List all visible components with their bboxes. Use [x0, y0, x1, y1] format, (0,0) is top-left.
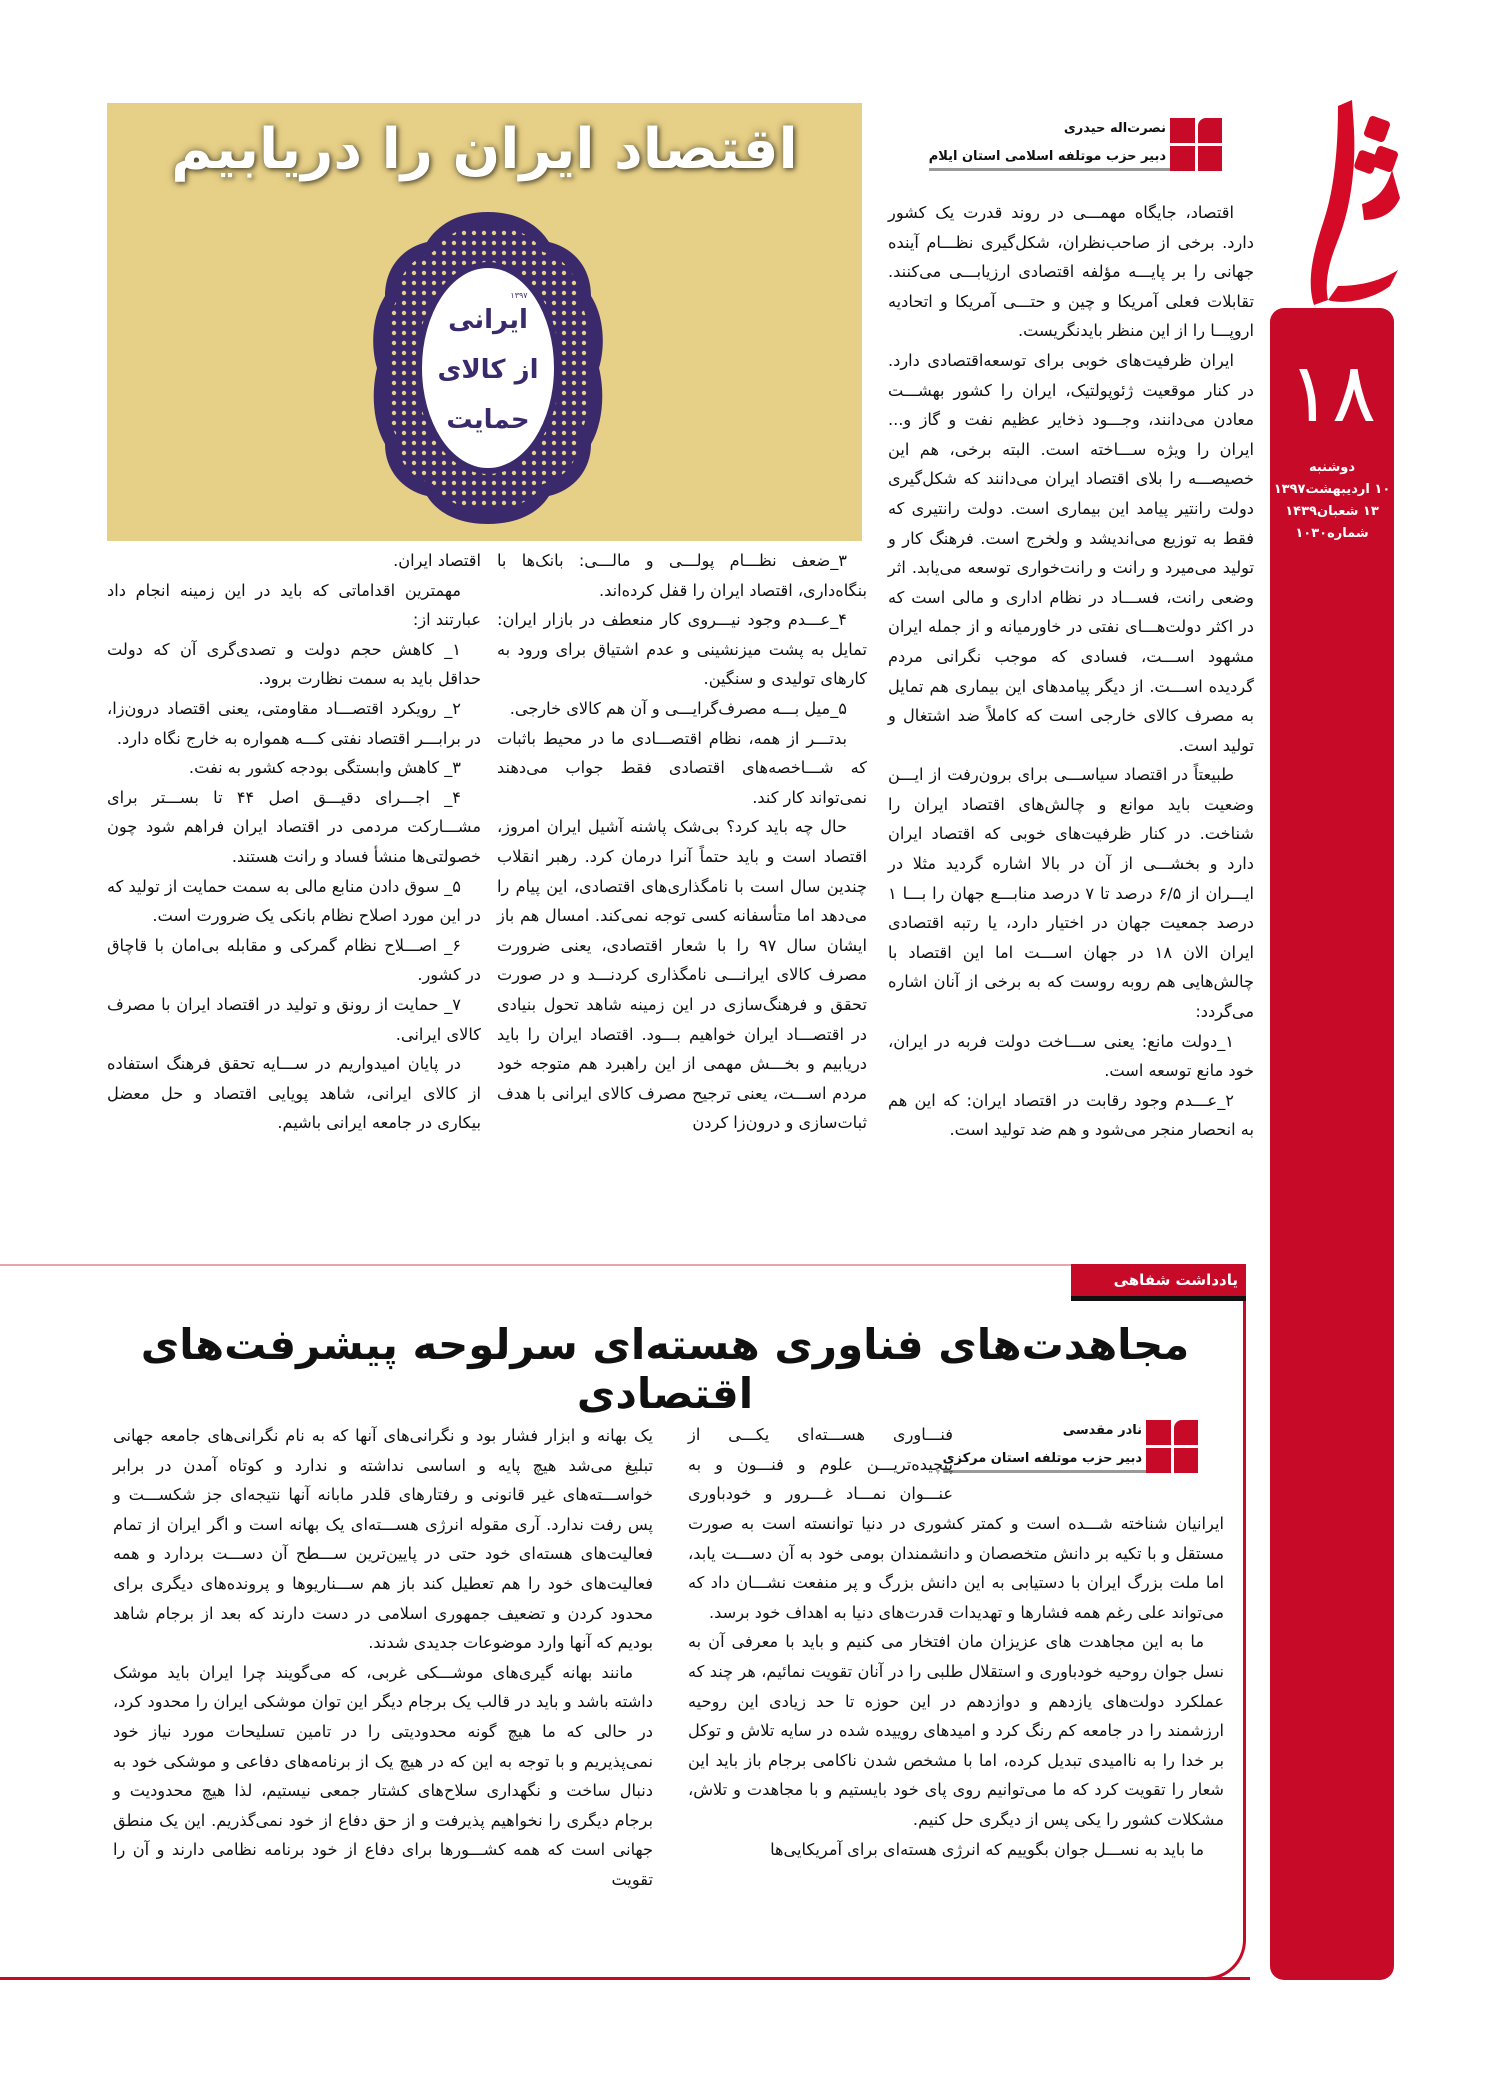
paragraph: حال چه باید کرد؟ بی‌شک پاشنه آشیل ایران امروز، اقتصاد است و باید حتماً آنرا درمان کرد. رهبر انقلاب چندین سال است با نامگذاری‌های اقتصادی، این پیام را می‌دهد اما متأسفانه کسی توجه نمی‌کند. امسال هم باز ایشان سال ۹۷ را با شعار اقتصادی، یعنی ضرورت مصرف کالای ایرانـــی نامگذاری کردنـــد و در صورت تحقق و فرهنگ‌سازی در این زمینه شاهد تحول بنیادی در اقتصـــاد ایران خواهیم بـــود. اقتصاد ایران را باید دریابیم و بخـــش مهمی از این راهبرد هم متوجه خود مردم اســـت، یعنی ترجیح مصرف کالای ایرانی با هدف ثبات‌سازی و درون‌زا کردن — [497, 817, 867, 1133]
paragraph: ۳_ کاهش وابستگی بودجه کشور به نفت. — [188, 758, 461, 778]
paragraph: ایرانیان شناخته شـــده است و کمتر کشوری در دنیا توانسته است به صورت مستقل و با تکیه بر دانش متخصصان و دانشمندان بومی خود به آن دســـت یابد، اما ملت بزرگ ایران با دستیابی به این دانش بزرگ و پر منفعت نشـــان داد که می‌تواند علی رغم همه فشارها و تهدیدات قدرت‌های دنیا به اهداف خود برسد. — [688, 1514, 1224, 1622]
paragraph: ما به این مجاهدت های عزیزان مان افتخار می کنیم و باید با معرفی آن به نسل جوان روحیه خودباوری و استقلال طلبی را در آنان تقویت نمائیم، هر چند که عملکرد دولت‌های یازدهم و دوازدهم در این حوزه تا حد زیادی این روحیه ارزشمند را در جامعه کم رنگ کرد و امیدهای روییده شده در سایه تلاش و توکل بر خدا را به ناامیدی تبدیل کرده، اما با مشخص شدن ناکامی برجام باز باید این شعار را تقویت کرد که ما می‌توانیم روی پای خود بایستیم و با مجاهدت و تلاش، مشکلات کشور را یکی پس از دیگری حل کنیم. — [688, 1632, 1224, 1829]
article1-column-3 — [107, 546, 481, 1138]
svg-text:حمایت: حمایت — [446, 405, 530, 435]
hero-image — [107, 103, 862, 541]
svg-text:۱۳۹۷: ۱۳۹۷ — [510, 291, 528, 300]
iranian-goods-emblem-icon — [369, 208, 607, 528]
paragraph: یک بهانه و ابزار فشار بود و نگرانی‌های آنها که به نام نگرانی‌های جامعه جهانی تبلیغ می‌شد هیچ پایه و اساسی نداشته و ندارد و کوتاه آمدن در برابر خواســـته‌های غیر قانونی و رفتارهای قلدر مابانه آنها نتیجه‌ای جز شکســـت و پس رفت ندارد. آری مقوله انرژی هســـته‌ای یک بهانه است و اگر ایران از تمام فعالیت‌های هسته‌ای خود حتی در پایین‌ترین ســـطح آن دســـت بردارد و همه فعالیت‌های خود را هم تعطیل کند باز هم ســـناریوها و پرونده‌های دیگری برای محدود کردن و تضعیف جمهوری اسلامی در دست دارند که بعد از برجام شاهد بودیم که آنها وارد موضوعات جدیدی شدند. — [113, 1426, 653, 1653]
paragraph: مهمترین اقداماتی که باید در این زمینه انجام داد عبارتند از: — [107, 580, 481, 630]
date-persian: ۱۰ اردیبهشت۱۳۹۷ — [1273, 482, 1391, 497]
article-title: اقتصاد ایران را دریابیم — [171, 117, 798, 182]
paragraph: ۵_ سوق دادن منابع مالی به سمت حمایت از تولید که در این مورد اصلاح نظام بانکی یک ضرورت است. — [107, 876, 481, 926]
paragraph: طبیعتاً در اقتصاد سیاســـی برای برون‌رفت از ایـــن وضعیت باید موانع و چالش‌های اقتصاد ایران را شناخت. در کنار ظرفیت‌های خوبی که اقتصاد ایران دارد و بخشـــی از آن در بالا اشاره گردید مثلا در ایـــران از ۶/۵ درصد تا ۷ درصد منابـــع جهان را بـــا ۱ درصد جمعیت جهان در اختیار دارد، یا رتبه اقتصادی ایران الان ۱۸ در جهان اســـت اما این اقتصاد با چالش‌هایی هم روبه روست که به برخی از آنان اشاره می‌گردد: — [888, 765, 1254, 1022]
paragraph: اقتصاد ایران. — [393, 551, 481, 570]
author-name: نادر مقدسی — [1062, 1423, 1142, 1438]
paragraph: بدتـــر از همه، نظام اقتصـــادی ما در محیط باثبات که شـــاخصه‌های اقتصادی فقط جواب می‌دهند نمی‌تواند کار کند. — [497, 728, 867, 807]
paragraph: ۱_ کاهش حجم دولت و تصدی‌گری آن که دولت حداقل باید به سمت نظارت برود. — [107, 639, 481, 689]
paragraph: مانند بهانه گیری‌های موشـــکی غربی، که می‌گویند چرا ایران باید موشک داشته باشد و باید در قالب یک برجام دیگر این توان موشکی ایران را محدود کرد، در حالی که ما هیچ گونه محدودیتی را در تامین تسلیحات مورد نیاز خود نمی‌پذیریم و با توجه به این که در هیچ یک از برنامه‌های دفاعی و موشکی خود به دنبال ساخت و نگهداری سلاح‌های کشتار جمعی نیستیم، لذا هیچ محدودیت و برجام دیگری را نخواهیم پذیرفت و از حق دفاع از خود نمی‌گذریم. این یک منطق جهانی است که همه کشـــورها برای دفاع از خود برنامه نظامی دارند و آن را تقویت — [113, 1662, 653, 1889]
paragraph: ۴_ اجـــرای دقیـــق اصل ۴۴ تا بســـتر برای مشـــارکت مردمی در اقتصاد ایران فراهم شود چون خصولتی‌ها منشأ فساد و رانت هستند. — [107, 787, 481, 866]
issue-meta — [1270, 457, 1394, 545]
author-logo-icon — [1146, 1420, 1198, 1473]
paragraph: ۲_ رویکرد اقتصـــاد مقاومتی، یعنی اقتصاد درون‌زا، در برابـــر اقتصاد نفتی کـــه همواره به خارج نگاه دارد. — [107, 698, 481, 748]
paragraph: ۶_ اصـــلاح نظام گمرکی و مقابله بی‌امان با قاچاق در کشور. — [107, 935, 481, 985]
page-number: ۱۸ — [1287, 346, 1377, 441]
paragraph: در پایان امیدواریم در ســـایه تحقق فرهنگ استفاده از کالای ایرانی، شاهد پویایی اقتصاد و حل معضل بیکاری در جامعه ایرانی باشیم. — [107, 1054, 481, 1133]
article2-column-2 — [113, 1421, 653, 1895]
author-byline — [942, 1420, 1198, 1473]
paragraph: ۴_عـــدم وجود نیـــروی کار منعطف در بازار ایران: تمایل به پشت میزنشینی و عدم اشتیاق برای ورود به کارهای تولیدی و سنگین. — [497, 610, 867, 689]
paragraph: ۳_ضعف نظـــام پولـــی و مالـــی: بانک‌ها با بنگاه‌داری، اقتصاد ایران را قفل کرده‌اند. — [497, 551, 867, 600]
paragraph: ایران ظرفیت‌های خوبی برای توسعه‌اقتصادی دارد. در کنار موقعیت ژئوپولتیک، ایران را کشور بهشـــت معادن می‌دانند، وجـــود ذخایر عظیم نفت و گاز و... ایران را ویژه ســـاخته است. البته برخی، هم این خصیصـــه را بلای اقتصاد ایران می‌دانند که شکل‌گیری دولت رانتیر پیامد این بیماری است. دولت رانتیری که فقط به توزیع می‌اندیشد و ولخرج است. فرهنگ کار و تولید می‌میرد و رانت و رانت‌خواری توسعه می‌یابد. اثر وضعی رانت، فســـاد در نظام اداری و مالی است که در اکثر دولت‌هـــای نفتی در خاورمیانه و از جمله ایران مشهود اســـت، فسادی که موجب نگرانی مردم گردیده اســـت. از دیگر پیامدهای این بیماری هم تمایل به مصرف کالای خارجی است که کاملاً ضد اشتغال و تولید است. — [888, 350, 1254, 755]
weekday: دوشنبه — [1308, 460, 1356, 475]
author-name: نصرت‌اله حیدری — [1063, 121, 1166, 136]
page-strip — [1270, 308, 1394, 1980]
author-logo-icon — [1170, 118, 1222, 171]
issue-number: شماره۱۰۳۰ — [1295, 526, 1369, 541]
svg-text:از کالای: از کالای — [437, 355, 539, 385]
paragraph: ۲_عـــدم وجود رقابت در اقتصاد ایران: که این هم به انحصار منجر می‌شود و هم ضد تولید است. — [888, 1090, 1254, 1140]
article1-column-2 — [497, 546, 867, 1138]
article2-column-1 — [688, 1509, 1224, 1864]
article1-column-1 — [888, 198, 1254, 1145]
article2-intro: فنـــاوری هســـته‌ای یکـــی از پیچیده‌تریـــن علوم و فنـــون و به عنـــوان نمـــاد غـــرور و خودباوری — [688, 1425, 953, 1504]
masthead-logo — [1272, 100, 1402, 310]
author-byline — [928, 118, 1222, 171]
paragraph: اقتصاد، جایگاه مهمـــی در روند قدرت یک کشور دارد. برخی از صاحب‌نظران، شکل‌گیری نظـــام آینده جهانی را بر پایـــه مؤلفه اقتصادی ارزیابـــی می‌کنند. تقابلات فعلی آمریکا و چین و حتـــی آمریکا و اتحادیه اروپـــا را از این منظر بایدنگریست. — [888, 203, 1254, 341]
paragraph: ۱_دولت مانع: یعنی ســـاخت دولت فربه در ایران، خود مانع توسعه است. — [888, 1031, 1254, 1081]
author-role: دبیر حزب موتلفه اسلامی استان ایلام — [928, 149, 1166, 164]
paragraph: ما باید به نســـل جوان بگوییم که انرژی هسته‌ای برای آمریکایی‌ها — [770, 1839, 1204, 1859]
svg-text:ایرانی: ایرانی — [448, 305, 528, 335]
shoma-logo-icon — [1272, 100, 1402, 310]
section-tag: یادداشت شفاهی — [1071, 1264, 1246, 1301]
article2-headline: مجاهدت‌های فناوری هسته‌ای سرلوحه پیشرفت‌های اقتصادی — [140, 1320, 1190, 1418]
paragraph: ۵_میل بـــه مصرف‌گرایـــی و آن هم کالای خارجی. — [509, 698, 847, 718]
author-role: دبیر حزب موتلفه استان مرکزی — [942, 1451, 1142, 1466]
bottom-rule — [0, 1977, 1250, 1980]
paragraph: ۷_ حمایت از رونق و تولید در اقتصاد ایران با مصرف کالای ایرانی. — [107, 994, 481, 1044]
date-hijri: ۱۳ شعبان۱۴۳۹ — [1285, 504, 1379, 519]
